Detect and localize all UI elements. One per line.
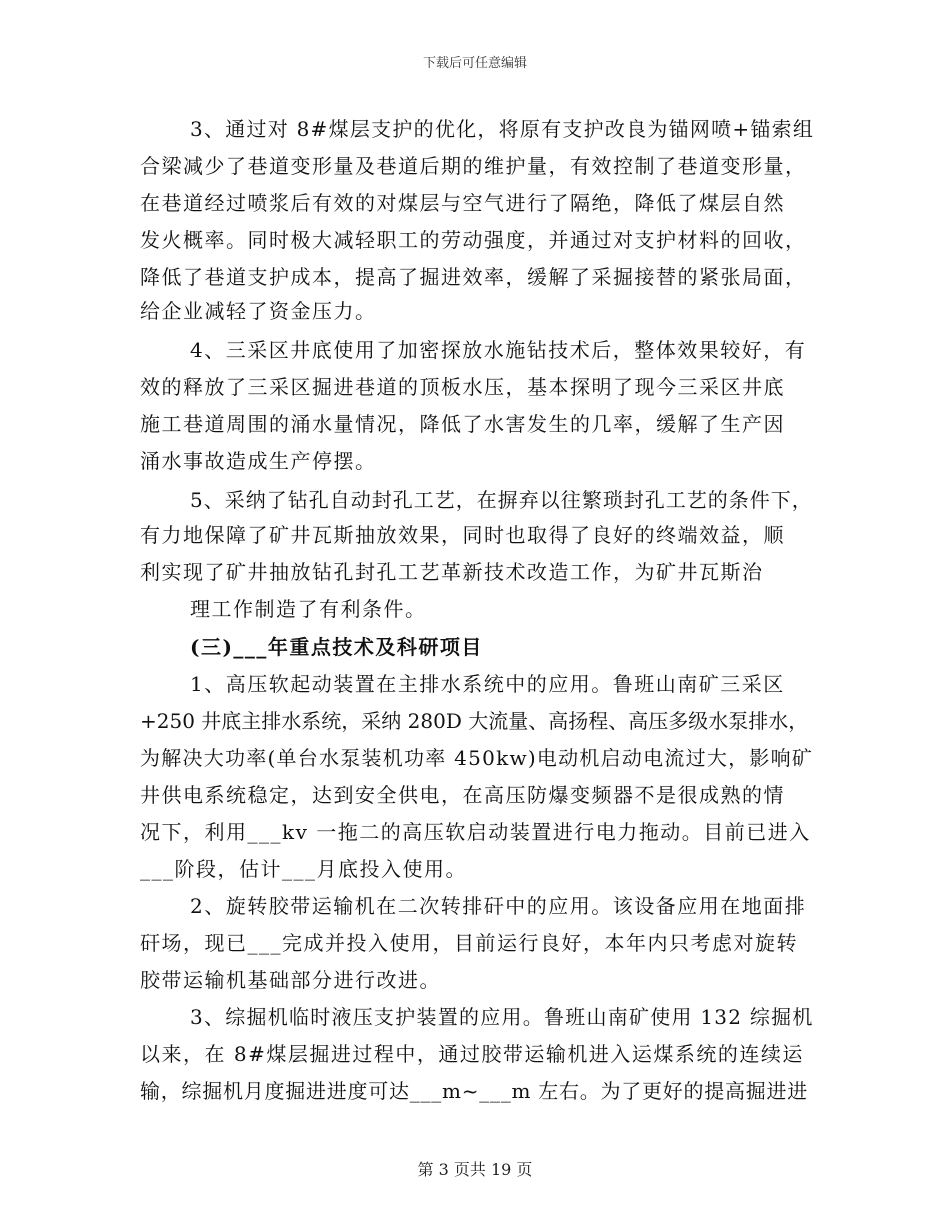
- text-line: 降低了巷道支护成本，提高了掘进效率，缓解了采掘接替的紧张局面，: [140, 265, 807, 289]
- text-line: 矸场，现已___完成并投入使用，目前运行良好，本年内只考虑对旋转: [140, 931, 798, 955]
- text-line: 给企业减轻了资金压力。: [140, 299, 377, 323]
- text-line: 发火概率。同时极大减轻职工的劳动强度，并通过对支护材料的回收，: [140, 228, 807, 252]
- page-header: 下载后可任意编辑: [422, 56, 527, 71]
- text-line: 4、三采区井底使用了加密探放水施钻技术后，整体效果较好，有: [190, 338, 807, 362]
- text-line: 5、采纳了钻孔自动封孔工艺，在摒弃以往繁琐封孔工艺的条件下，: [190, 488, 813, 512]
- text-line: 利实现了矿井抽放钻孔封孔工艺革新技术改造工作，为矿井瓦斯治: [140, 560, 764, 584]
- text-line: 1、高压软起动装置在主排水系统中的应用。鲁班山南矿三采区: [190, 672, 785, 696]
- page-number: 第 3 页共 19 页: [417, 1160, 533, 1179]
- text-line: 2、旋转胶带运输机在二次转排矸中的应用。该设备应用在地面排: [190, 894, 807, 918]
- text-line: 以来，在 8#煤层掘进过程中，通过胶带运输机进入运煤系统的连续运: [140, 1042, 804, 1066]
- text-line: +250 井底主排水系统，采纳 280D 大流量、高扬程、高压多级水泵排水，: [140, 709, 809, 733]
- text-line: 输，综掘机月度掘进进度可达___m~___m 左右。为了更好的提高掘进进: [140, 1079, 809, 1103]
- text-line: 为解决大功率(单台水泵装机功率 450kw)电动机启动电流过大，影响矿: [140, 746, 814, 770]
- text-line: 效的释放了三采区掘进巷道的顶板水压，基本探明了现今三采区井底: [140, 375, 785, 399]
- text-line: 合梁减少了巷道变形量及巷道后期的维护量，有效控制了巷道变形量，: [140, 154, 807, 178]
- text-line: 3、综掘机临时液压支护装置的应用。鲁班山南矿使用 132 综掘机: [190, 1005, 814, 1029]
- text-line: 3、通过对 8#煤层支护的优化，将原有支护改良为锚网喷+锚索组: [190, 117, 815, 141]
- text-line: 胶带运输机基础部分进行改进。: [140, 968, 441, 992]
- text-line: 涌水事故造成生产停摆。: [140, 449, 377, 473]
- text-line: 在巷道经过喷浆后有效的对煤层与空气进行了隔绝，降低了煤层自然: [140, 191, 785, 215]
- text-line: 理工作制造了有利条件。: [190, 597, 427, 621]
- text-line: ___阶段，估计___月底投入使用。: [140, 857, 467, 881]
- text-line: 施工巷道周围的涌水量情况，降低了水害发生的几率，缓解了生产因: [140, 412, 785, 436]
- text-line: 有力地保障了矿井瓦斯抽放效果，同时也取得了良好的终端效益，顺: [140, 523, 785, 547]
- text-line: 井供电系统稳定，达到安全供电，在高压防爆变频器不是很成熟的情: [140, 783, 785, 807]
- section-heading: (三)___年重点技术及科研项目: [190, 635, 483, 659]
- text-line: 况下，利用___kv 一拖二的高压软启动装置进行电力拖动。目前已进入: [140, 820, 811, 844]
